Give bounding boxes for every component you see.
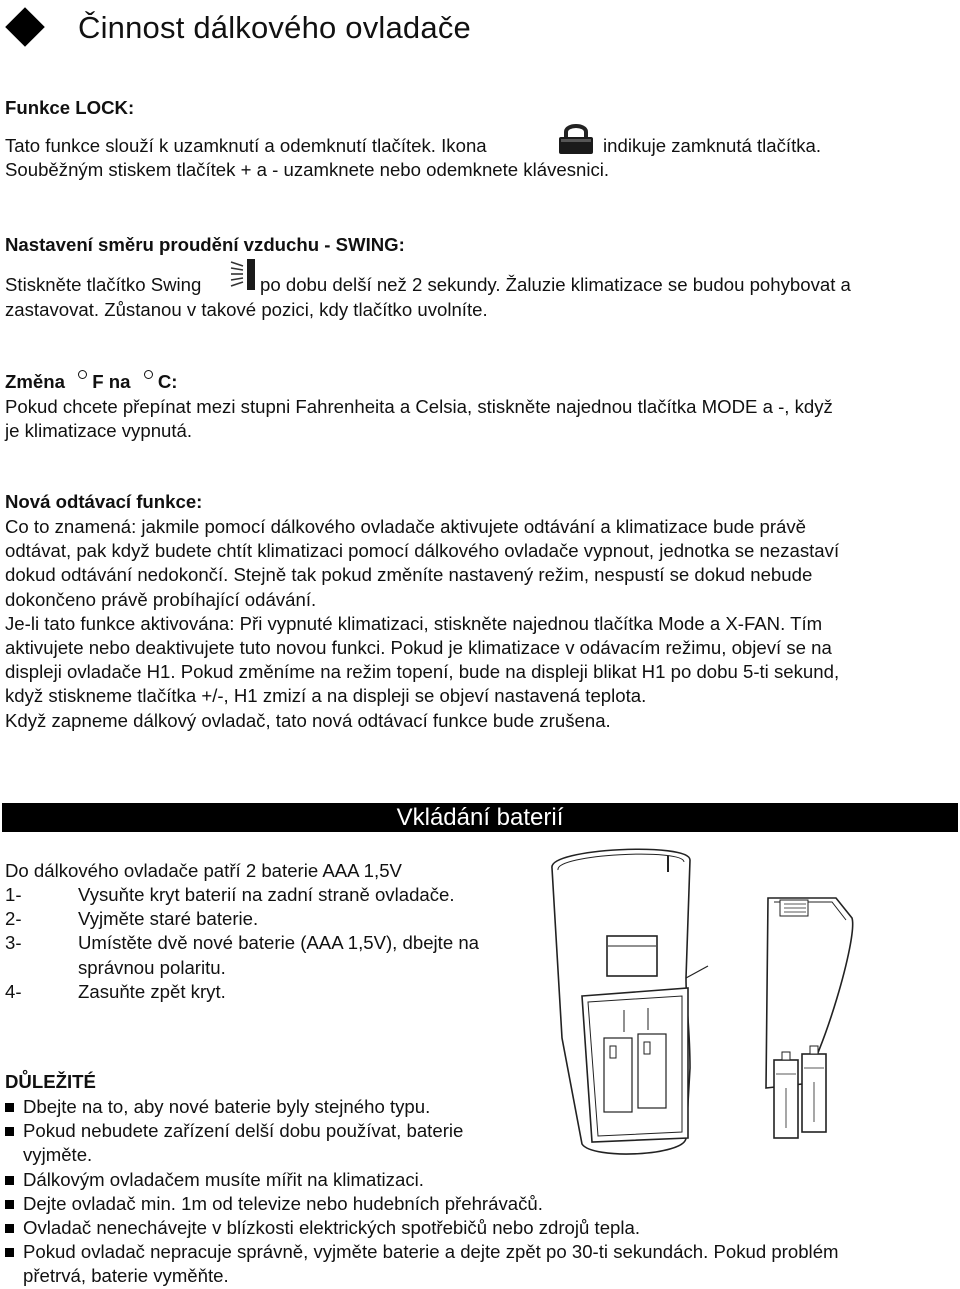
battery-intro: Do dálkového ovladače patří 2 baterie AAA 1,5V xyxy=(5,860,402,881)
battery-step xyxy=(5,956,226,980)
important-line: Ovladač nenechávejte v blízkosti elektrických spotřebičů nebo zdrojů tepla. xyxy=(23,1217,641,1239)
important-line: Dbejte na to, aby nové baterie byly stejného typu. xyxy=(23,1096,431,1117)
important-line: Dálkovým ovladačem musíte mířit na klimatizaci. xyxy=(23,1168,424,1190)
defrost-line: dokončeno právě probíhající odávání. xyxy=(5,588,317,610)
defrost-line: displeji ovladače H1. Pokud změníme na režim topení, bude na displeji blikat H1 po dobu 5-ti sekund, xyxy=(5,661,840,683)
battery-step-number: 2- xyxy=(5,908,22,930)
list-item xyxy=(5,1168,839,1192)
battery-step-text: správnou polaritu. xyxy=(78,956,226,978)
square-bullet-icon xyxy=(5,1224,14,1233)
square-bullet-icon xyxy=(5,1200,14,1209)
battery-banner-label: Vkládání baterií xyxy=(396,803,564,831)
important-list xyxy=(5,1095,839,1289)
defrost-line: když stiskneme tlačítka +/-, H1 zmizí a na displeji se objeví nastavená teplota. xyxy=(5,685,647,707)
important-heading: DŮLEŽITÉ xyxy=(5,1071,96,1092)
swing-line1-pre: Stiskněte tlačítko Swing xyxy=(5,274,202,295)
defrost-body xyxy=(5,515,839,733)
battery-banner xyxy=(2,803,958,832)
list-item xyxy=(5,1216,839,1240)
square-bullet-icon xyxy=(5,1248,14,1257)
lock-line1-post: indikuje zamknutá tlačítka. xyxy=(603,135,822,156)
lock-heading: Funkce LOCK: xyxy=(5,97,135,118)
defrost-line: Co to znamená: jakmile pomocí dálkového ovladače aktivujete odtávání a klimatizace bude právě xyxy=(5,516,807,537)
square-bullet-icon xyxy=(5,1103,14,1112)
battery-step-number: 1- xyxy=(5,884,22,905)
battery-step-text: Zasuňte zpět kryt. xyxy=(78,980,226,1002)
list-item xyxy=(5,1119,839,1167)
battery-step-text: Vysuňte kryt baterií na zadní straně ovladače. xyxy=(78,884,455,905)
battery-steps xyxy=(5,883,480,1004)
important-line: Pokud nebudete zařízení delší dobu používat, baterie xyxy=(23,1120,464,1142)
page-title: Činnost dálkového ovladače xyxy=(78,10,471,45)
important-line-cont: přetrvá, baterie vyměňte. xyxy=(23,1265,229,1287)
temp-line2: je klimatizace vypnutá. xyxy=(5,420,193,441)
battery-step-number: 3- xyxy=(5,932,22,954)
battery-step-text: Umístěte dvě nové baterie (AAA 1,5V), dbejte na xyxy=(78,932,480,954)
battery-step xyxy=(5,980,226,1004)
padlock-icon xyxy=(556,122,596,156)
battery-step xyxy=(5,883,455,907)
square-bullet-icon xyxy=(5,1176,14,1185)
important-line: Dejte ovladač min. 1m od televize nebo hudebních přehrávačů. xyxy=(23,1192,543,1214)
defrost-line: dokud odtávání nedokončí. Stejně tak pokud změníte nastavený režim, nespustí se dokud nebude xyxy=(5,564,813,586)
list-item xyxy=(5,1095,839,1119)
swing-icon xyxy=(229,256,259,292)
battery-step xyxy=(5,907,259,931)
defrost-line: aktivujete nebo deaktivujete tuto novou funkci. Pokud je klimatizace v odávacím režimu, objeví se na xyxy=(5,637,832,659)
battery-step-number: 4- xyxy=(5,980,22,1002)
list-item xyxy=(5,1192,839,1216)
defrost-line: Když zapneme dálkový ovladač, tato nová odtávací funkce bude zrušena. xyxy=(5,709,611,731)
temp-line1: Pokud chcete přepínat mezi stupni Fahrenheita a Celsia, stiskněte najednou tlačítka MODE a -, když xyxy=(5,396,833,417)
battery-step-text: Vyjměte staré baterie. xyxy=(78,908,259,930)
defrost-heading: Nová odtávací funkce: xyxy=(5,491,203,512)
list-item xyxy=(5,1240,839,1288)
degree-icon xyxy=(78,370,87,379)
temp-heading-c: C: xyxy=(157,371,178,392)
battery-step xyxy=(5,931,480,955)
defrost-line: odtávat, pak když budete chtít klimatizaci pomocí dálkového ovladače vypnout, jednotka se nezastaví xyxy=(5,540,840,562)
temp-heading xyxy=(5,370,177,394)
temp-heading-a: Změna xyxy=(5,371,65,392)
defrost-line: Je-li tato funkce aktivována: Při vypnuté klimatizaci, stiskněte najednou tlačítka Mode a X-FAN. Tím xyxy=(5,612,823,634)
swing-heading: Nastavení směru proudění vzduchu - SWING: xyxy=(5,234,405,255)
lock-line1-pre: Tato funkce slouží k uzamknutí a odemknutí tlačítek. Ikona xyxy=(5,135,487,156)
swing-line2: zastavovat. Zůstanou v takové pozici, kdy tlačítko uvolníte. xyxy=(5,299,488,320)
degree-icon xyxy=(144,370,153,379)
square-bullet-icon xyxy=(5,1127,14,1136)
important-line-cont: vyjměte. xyxy=(23,1144,93,1166)
diamond-bullet-icon xyxy=(5,7,45,47)
temp-heading-b: F na xyxy=(92,371,131,392)
important-line: Pokud ovladač nepracuje správně, vyjměte baterie a dejte zpět po 30-ti sekundách. Pokud problém xyxy=(23,1241,839,1263)
swing-line1-post: po dobu delší než 2 sekundy. Žaluzie klimatizace se budou pohybovat a xyxy=(260,274,851,295)
lock-line2: Souběžným stiskem tlačítek + a - uzamknete nebo odemknete klávesnici. xyxy=(5,159,610,180)
